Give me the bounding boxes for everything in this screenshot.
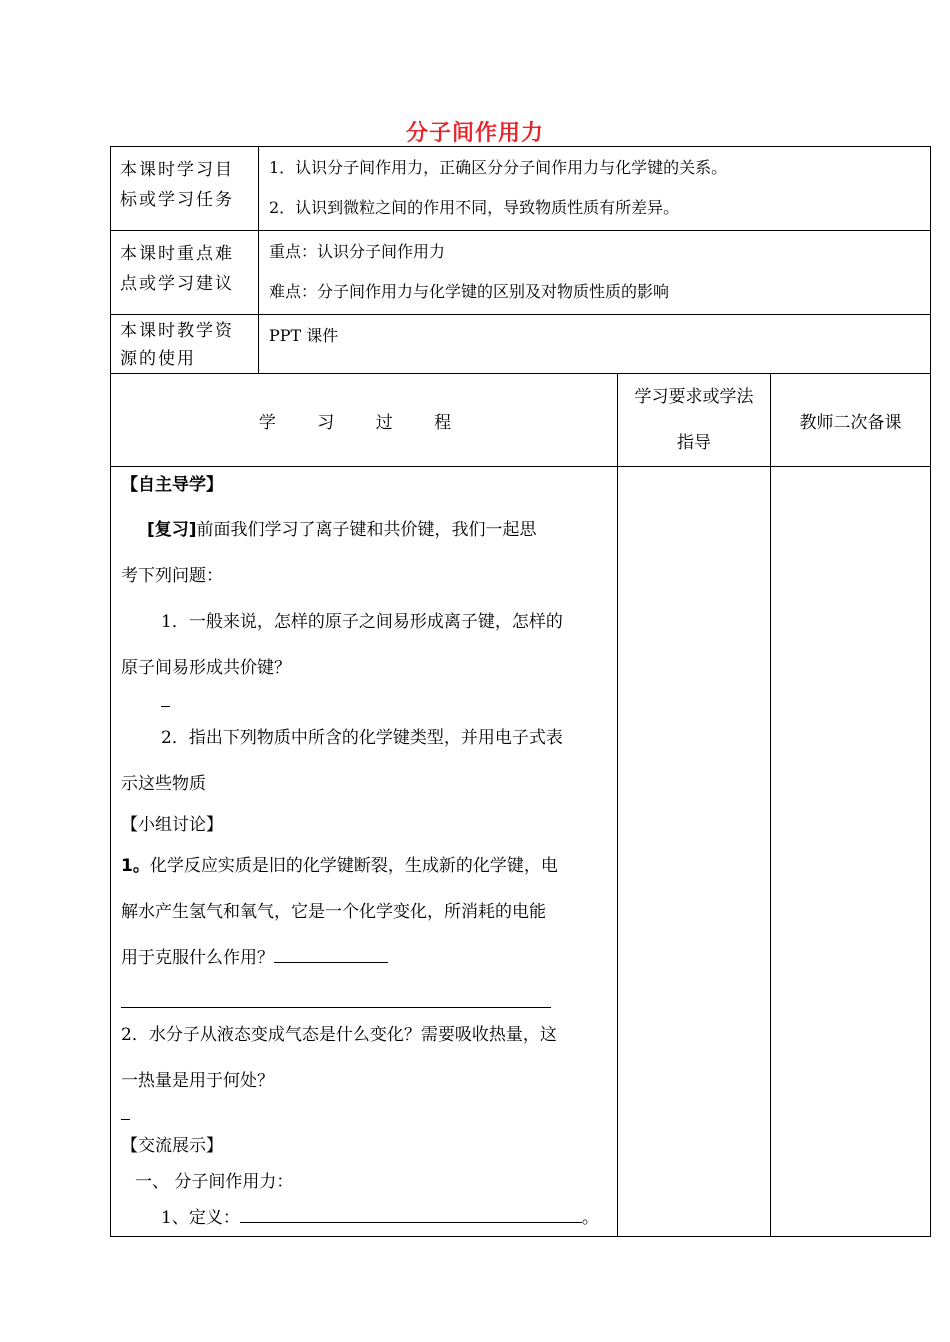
keypoint-item: 重点：认识分子间作用力: [269, 242, 446, 261]
definition-blank: [240, 1204, 582, 1223]
keypoints-label: 本课时重点难点或学习建议: [111, 231, 259, 315]
keypoint-item: 难点：分子间作用力与化学键的区别及对物质性质的影响: [269, 282, 670, 301]
definition-line: 1、定义： 。: [121, 1200, 607, 1236]
header-row: [111, 374, 931, 467]
resources-label: 本课时教学资源的使用: [111, 315, 259, 374]
goals-content: [259, 147, 931, 231]
goals-row: [111, 147, 931, 231]
requirements-content: [618, 467, 771, 1237]
requirements-header: 学习要求或学法指导: [618, 374, 771, 467]
answer-blank: [121, 1104, 607, 1128]
goals-label: 本课时学习目标或学习任务: [111, 147, 259, 231]
discussion-line: 2．水分子从液态变成气态是什么变化？需要吸收热量，这: [121, 1025, 557, 1045]
teacher-content: [771, 467, 931, 1237]
teacher-header: 教师二次备课: [771, 374, 931, 467]
question-line: 2．指出下列物质中所含的化学键类型，并用电子式表: [161, 728, 563, 748]
question-line: 示这些物质: [121, 774, 206, 794]
resources-row: [111, 315, 931, 374]
question-line: 原子间易形成共价键？: [121, 658, 291, 678]
body-row: [111, 467, 931, 1237]
page-title: 分子间作用力: [405, 121, 544, 146]
self-study-heading: 【自主导学】: [121, 475, 223, 495]
discussion-line: 解水产生氢气和氧气，它是一个化学变化，所消耗的电能: [121, 902, 546, 922]
goal-item: 2．认识到微粒之间的作用不同，导致物质性质有所差异。: [269, 198, 680, 217]
discussion-line: 1。化学反应实质是旧的化学键断裂，生成新的化学键，电: [121, 856, 558, 876]
question-line: 1．一般来说，怎样的原子之间易形成离子键，怎样的: [161, 612, 563, 632]
review-line: 考下列问题：: [121, 566, 223, 586]
process-content: [111, 467, 618, 1237]
goal-item: 1．认识分子间作用力，正确区分分子间作用力与化学键的关系。: [269, 158, 728, 177]
answer-blank: [121, 691, 607, 715]
group-heading: 【小组讨论】: [121, 815, 223, 835]
review-tag: [复习]: [147, 520, 197, 540]
discussion-line: 用于克服什么作用？: [121, 935, 607, 981]
keypoints-content: [259, 231, 931, 315]
keypoints-row: [111, 231, 931, 315]
resources-content: [259, 315, 931, 374]
answer-rule: [121, 981, 551, 1008]
section-heading: 一、 分子间作用力：: [135, 1172, 294, 1192]
lesson-table: [110, 146, 931, 1237]
resource-item: PPT 课件: [269, 326, 339, 345]
exchange-heading: 【交流展示】: [121, 1136, 223, 1156]
process-header: 学 习 过 程: [111, 374, 618, 467]
discussion-line: 一热量是用于何处？: [121, 1071, 274, 1091]
review-line: [复习]前面我们学习了离子键和共价键，我们一起思: [147, 520, 537, 540]
answer-blank: [274, 944, 388, 963]
